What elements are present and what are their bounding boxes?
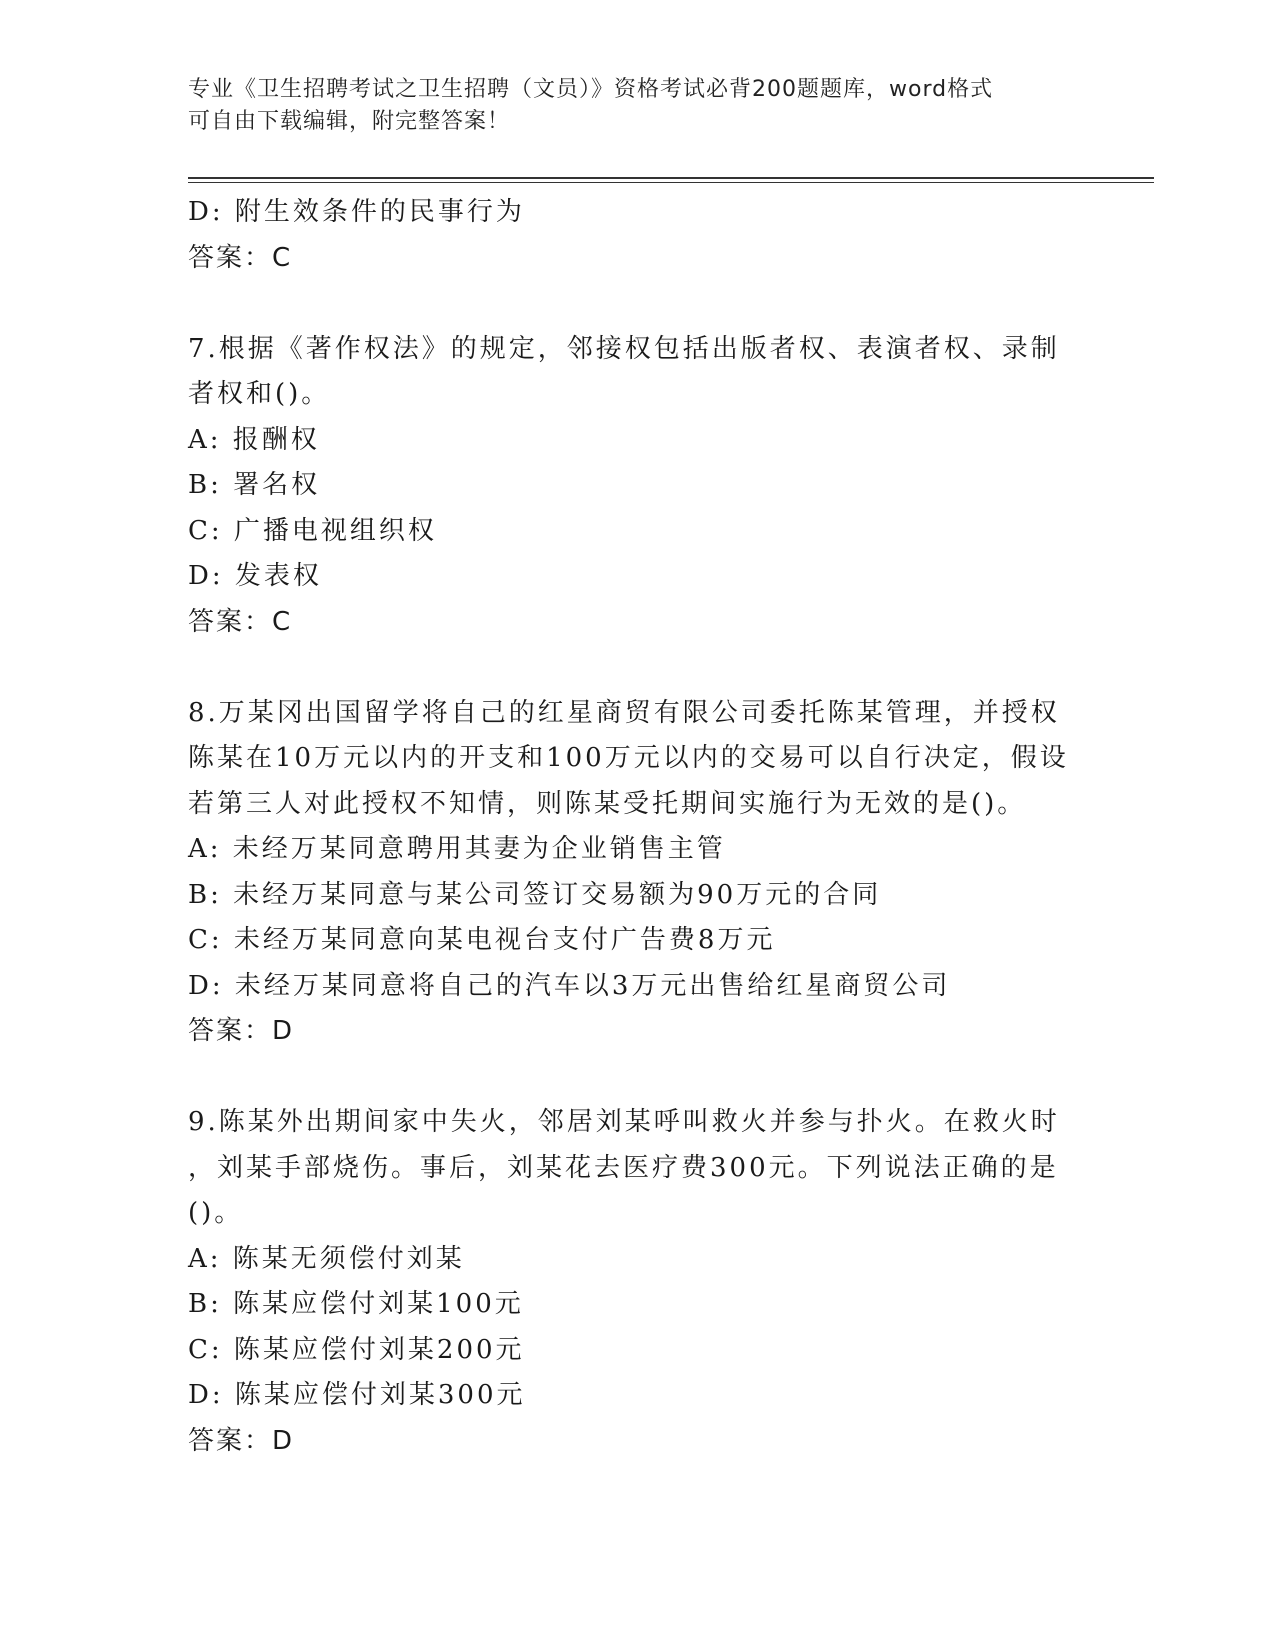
option-b: B: 署名权 — [188, 470, 321, 500]
question-stem-line: 7.根据《著作权法》的规定，邻接权包括出版者权、表演者权、录制 — [188, 333, 1060, 364]
option-a: A: 报酬权 — [188, 424, 320, 455]
question-stem-line: 8.万某冈出国留学将自己的红星商贸有限公司委托陈某管理，并授权 — [188, 697, 1060, 728]
option-d: D: 发表权 — [188, 561, 322, 591]
question-stem-line: 者权和()。 — [188, 379, 331, 409]
option-d: D: 未经万某同意将自己的汽车以3万元出售给红星商贸公司 — [188, 970, 951, 1001]
question-8 — [188, 691, 1088, 1055]
header-line-1: 专业《卫生招聘考试之卫生招聘（文员）》资格考试必背200题题库，word格式 — [188, 77, 994, 102]
option-b: B: 未经万某同意与某公司签订交易额为90万元的合同 — [188, 879, 882, 910]
spacer — [188, 281, 1088, 327]
header-line-2: 可自由下载编辑，附完整答案！ — [188, 109, 511, 134]
option-c: C: 未经万某同意向某电视台支付广告费8万元 — [188, 925, 776, 955]
spacer — [188, 645, 1088, 691]
question-stem-line: 9.陈某外出期间家中失火，邻居刘某呼叫救火并参与扑火。在救火时 — [188, 1107, 1060, 1137]
spacer — [188, 1055, 1088, 1101]
carryover-option-d: D: 附生效条件的民事行为 — [188, 197, 525, 227]
option-c: C: 广播电视组织权 — [188, 515, 437, 546]
option-a: A: 陈某无须偿付刘某 — [188, 1243, 465, 1274]
option-b: B: 陈某应偿付刘某100元 — [188, 1289, 524, 1319]
question-stem-line: ()。 — [188, 1198, 244, 1228]
question-stem-line: 陈某在10万元以内的开支和100万元以内的交易可以自行决定，假设 — [188, 743, 1069, 773]
carryover-answer: 答案：C — [188, 242, 293, 273]
option-d: D: 陈某应偿付刘某300元 — [188, 1380, 526, 1410]
question-content — [188, 190, 1088, 1464]
question-stem-line: ，刘某手部烧伤。事后，刘某花去医疗费300元。下列说法正确的是 — [188, 1152, 1059, 1183]
answer: 答案：C — [188, 606, 293, 637]
answer: 答案：D — [188, 1016, 295, 1046]
header-rule — [188, 177, 1154, 183]
option-c: C: 陈某应偿付刘某200元 — [188, 1334, 525, 1365]
option-a: A: 未经万某同意聘用其妻为企业销售主管 — [188, 834, 726, 864]
page-header — [188, 74, 1088, 138]
question-stem-line: 若第三人对此授权不知情，则陈某受托期间实施行为无效的是()。 — [188, 788, 1027, 819]
question-9 — [188, 1100, 1088, 1464]
question-7 — [188, 327, 1088, 646]
answer: 答案：D — [188, 1425, 295, 1456]
